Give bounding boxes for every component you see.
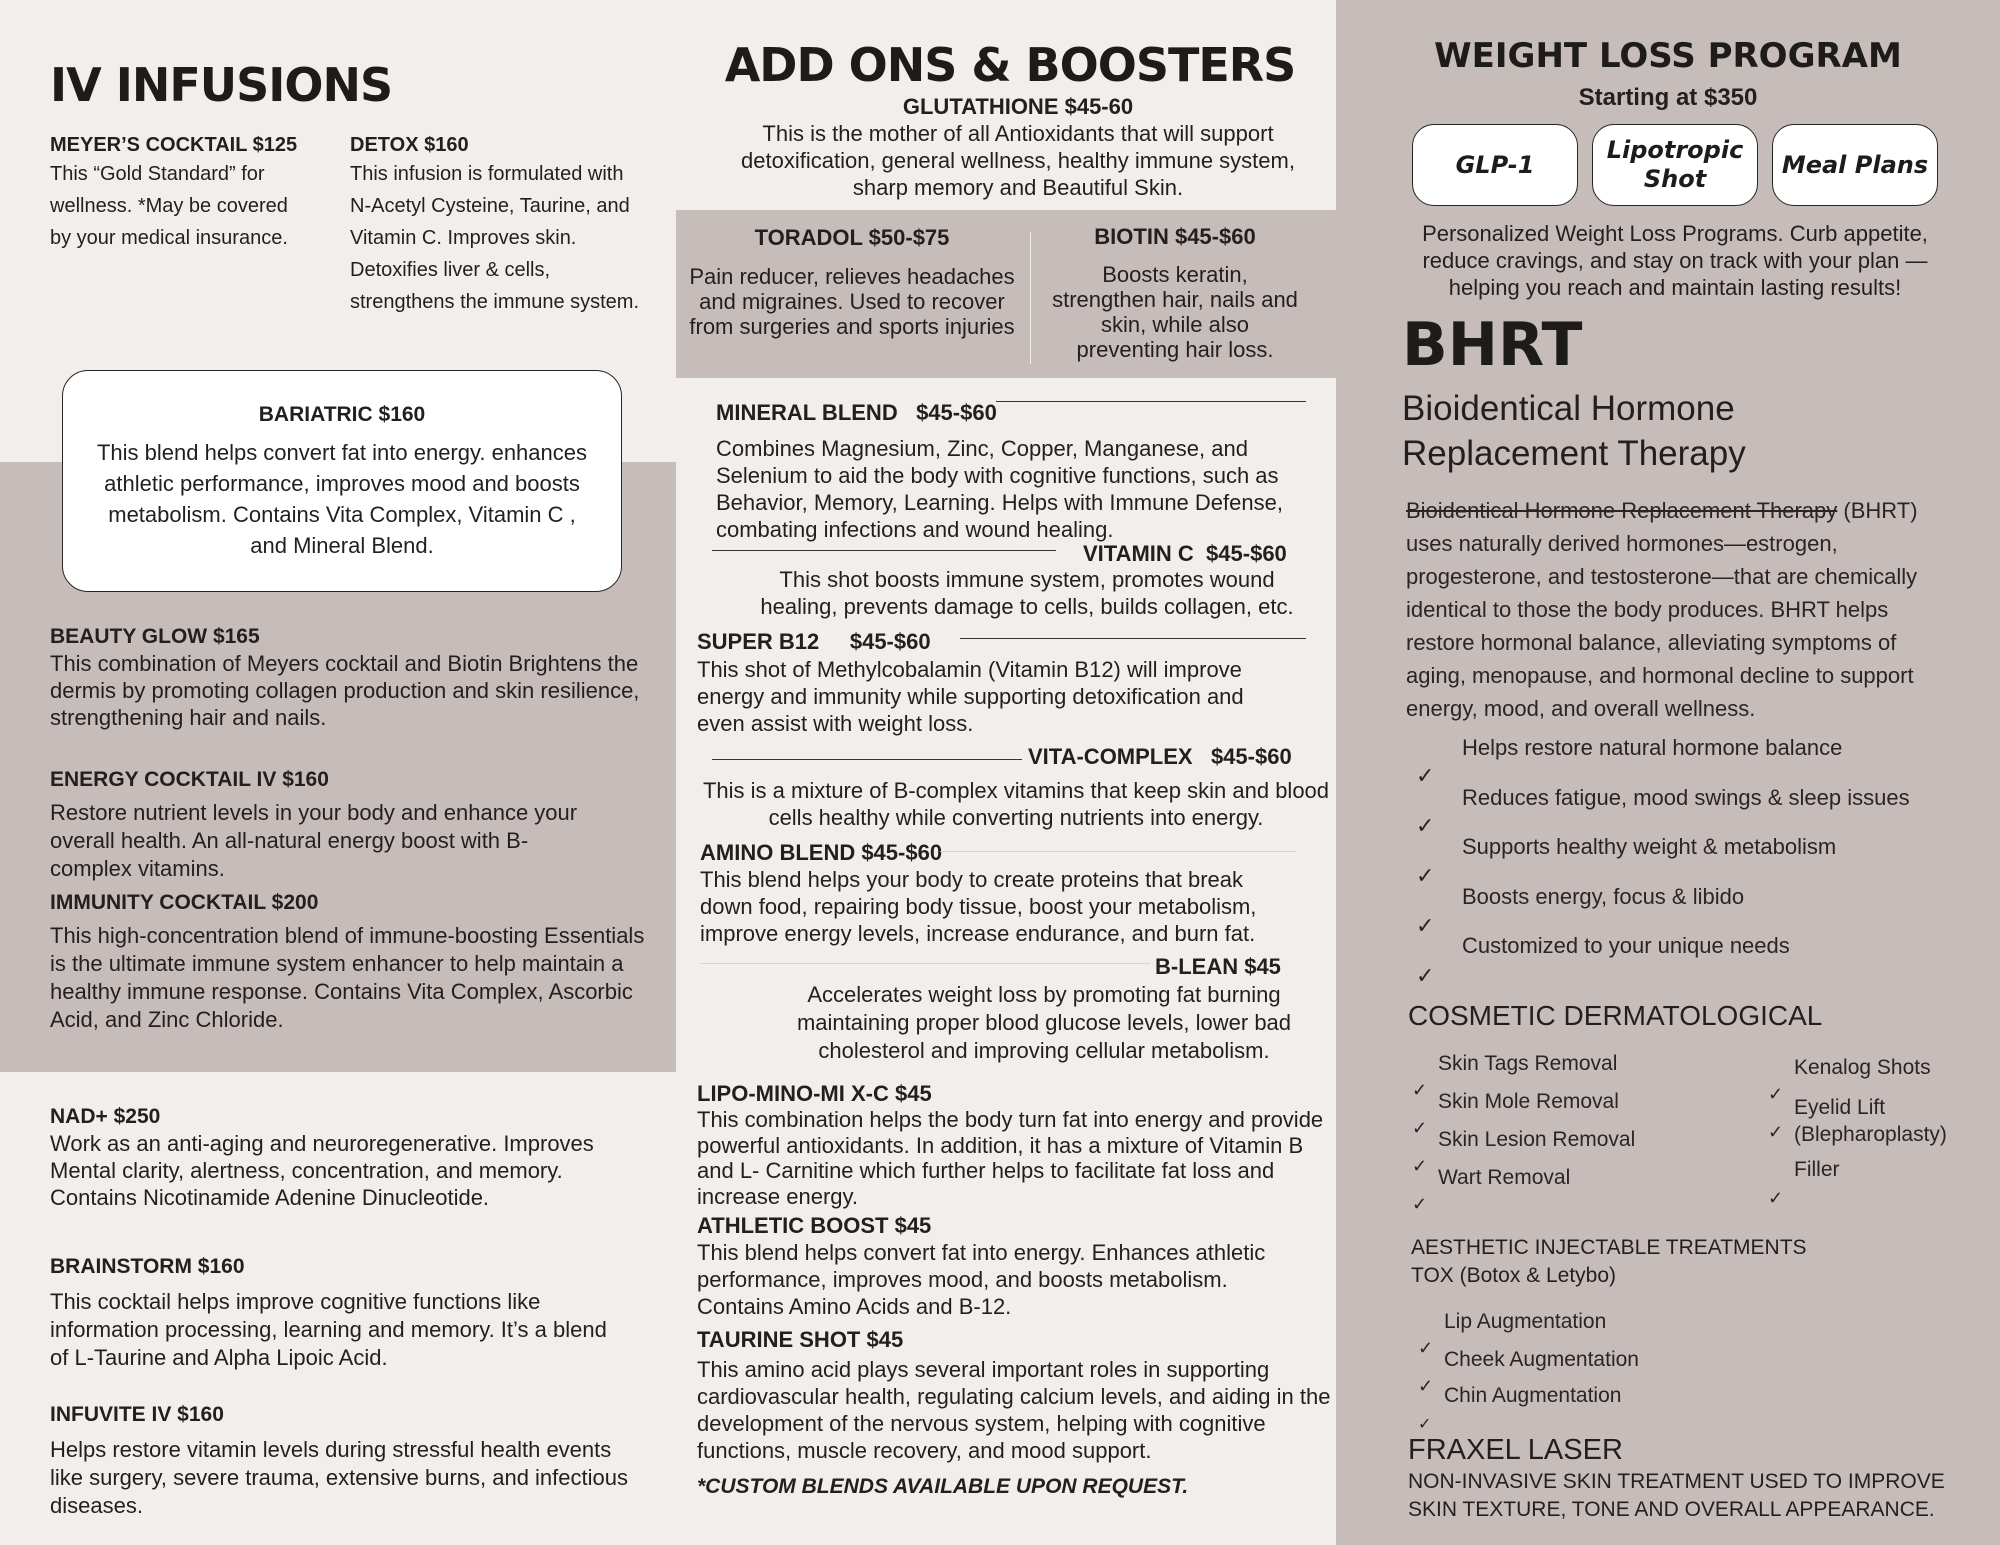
addons-title: ADD ONS & BOOSTERS [724,38,1296,92]
bariatric-card [62,370,622,592]
check-icon: ✓ [1416,763,1435,788]
vitacomplex-price: $45-$60 [1210,744,1292,769]
detox-body: This infusion is formulated with N-Acetyl Cysteine, Taurine, and Vitamin C. Improves skin. Detoxifies liver & cells, strengthens the immune system. [350,163,640,313]
weight-subtitle: Starting at $350 [1578,84,1758,111]
biotin-title: BIOTIN $45-$60 [1094,224,1256,249]
b12-price: $45-$60 [849,629,931,654]
beauty-title: BEAUTY GLOW $165 [50,625,260,648]
mineral-name: MINERAL BLEND [716,400,898,425]
aesthetic-item-3: Chin Augmentation [1444,1384,1622,1407]
bariatric-title: BARIATRIC $160 [258,403,426,426]
vitc-name: VITAMIN C [1083,541,1194,566]
bhrt-benefit-3: Supports healthy weight & metabolism [1462,834,1837,859]
cosmetic-right-1: Kenalog Shots [1794,1056,1931,1079]
mineral-rule [996,401,1306,402]
detox-title: DETOX $160 [350,134,469,156]
biotin-item [1050,224,1300,362]
fraxel-body: NON-INVASIVE SKIN TREATMENT USED TO IMPROVE SKIN TEXTURE, TONE AND OVERALL APPEARANCE. [1408,1470,1945,1521]
immunity-title: IMMUNITY COCKTAIL $200 [50,891,319,914]
brainstorm-item [50,1254,630,1372]
check-icon: ✓ [1412,1156,1428,1176]
brainstorm-title: BRAINSTORM $160 [50,1255,245,1278]
check-icon: ✓ [1418,1338,1434,1358]
custom-blends-note: *CUSTOM BLENDS AVAILABLE UPON REQUEST. [697,1475,1189,1498]
lipo-body: This combination helps the body turn fat into energy and provide powerful antioxidants. In addition, it has a mixture of Vitamin B and L- Carnitine which further helps to facilitate fat loss and increase energy. [697,1107,1324,1209]
vitacomplex-name: VITA-COMPLEX [1028,744,1193,769]
weight-body: Personalized Weight Loss Programs. Curb appetite, reduce cravings, and stay on track with your plan — helping you reach and maintain lasting results! [1422,221,1928,300]
amino-body: This blend helps your body to create proteins that break down food, repairing body tissue, boost your metabolism, improve energy levels, increase endurance, and burn fat. [700,867,1257,946]
pill-meal-plans: Meal Plans [1772,124,1938,206]
check-icon: ✓ [1416,963,1435,988]
aesthetic-item-2: Cheek Augmentation [1444,1348,1639,1371]
toradol-body: Pain reducer, relieves headaches and migraines. Used to recover from surgeries and sports injuries [689,264,1015,339]
aesthetic-item-1: Lip Augmentation [1444,1310,1607,1333]
nad-title: NAD+ $250 [50,1105,161,1128]
infuvite-title: INFUVITE IV $160 [50,1403,224,1426]
fraxel-title: FRAXEL LASER [1408,1434,1623,1466]
weight-title: WEIGHT LOSS PROGRAM [1434,36,1902,76]
meyers-title: MEYER’S COCKTAIL $125 [50,134,298,156]
brainstorm-body: This cocktail helps improve cognitive functions like information processing, learning and memory. It’s a blend of L-Taurine and Alpha Lipoic Acid. [50,1289,607,1370]
immunity-body: This high-concentration blend of immune-boosting Essentials is the ultimate immune system enhancer to help maintain a healthy immune response. Contains Vita Complex, Ascorbic Acid, and Zinc Chloride. [50,923,645,1032]
vitacomplex-title [1028,744,1292,770]
cosmetic-right-2: Eyelid Lift (Blepharoplasty) [1794,1096,1947,1146]
vitc-price: $45-$60 [1206,541,1287,566]
bhrt-subtitle: Bioidentical Hormone Replacement Therapy [1402,389,1746,473]
amino-title: AMINO BLEND $45-$60 [700,840,943,865]
vitc-title [1083,541,1287,567]
detox-item [350,132,640,318]
cosmetic-left-1: Skin Tags Removal [1438,1052,1618,1075]
b12-rule [960,638,1306,639]
lipo-title: LIPO-MINO-MI X-C $45 [697,1081,932,1106]
cosmetic-title: COSMETIC DERMATOLOGICAL [1408,1000,1823,1031]
check-icon: ✓ [1416,813,1435,838]
check-icon: ✓ [1416,913,1435,938]
mineral-title [716,400,997,426]
biotin-body: Boosts keratin, strengthen hair, nails and skin, while also preventing hair loss. [1052,262,1298,362]
toradol-title: TORADOL $50-$75 [754,225,950,250]
check-icon: ✓ [1768,1084,1784,1104]
mineral-body: Combines Magnesium, Zinc, Copper, Manganese, and Selenium to aid the body with cognitive functions, such as Behavior, Memory, Learning. Helps with Immune Defense, combating infections and wound healing. [716,436,1283,542]
nad-body: Work as an anti-aging and neuroregenerative. Improves Mental clarity, alertness, concentration, and memory. Contains Nicotinamide Adenine Dinucleotide. [50,1131,594,1210]
bhrt-benefit-1: Helps restore natural hormone balance [1462,735,1843,760]
check-icon: ✓ [1768,1122,1784,1142]
glutathione-body: This is the mother of all Antioxidants that will support detoxification, general wellness, healthy immune system, sharp memory and Beautiful Skin. [741,121,1295,200]
beauty-item [50,624,650,731]
cosmetic-left-2: Skin Mole Removal [1438,1090,1619,1113]
blean-body: Accelerates weight loss by promoting fat burning maintaining proper blood glucose levels, lower bad cholesterol and improving cellular metabolism. [796,982,1292,1063]
mineral-price: $45-$60 [916,400,997,425]
taurine-body: This amino acid plays several important roles in supporting cardiovascular health, regulating calcium levels, and aiding in the development of the nervous system, helping with cognitive functions, muscle recovery, and mood support. [697,1357,1331,1463]
bhrt-title: BHRT [1402,310,1583,380]
taurine-title: TAURINE SHOT $45 [697,1327,904,1352]
infuvite-body: Helps restore vitamin levels during stressful health events like surgery, severe trauma, extensive burns, and infectious diseases. [50,1437,628,1518]
meyers-body: This “Gold Standard” for wellness. *May be covered by your medical insurance. [50,163,288,249]
check-icon: ✓ [1768,1188,1784,1208]
amino-rule [940,851,1296,852]
cosmetic-left-3: Skin Lesion Removal [1438,1128,1636,1151]
check-icon: ✓ [1418,1376,1434,1396]
energy-body: Restore nutrient levels in your body and enhance your overall health. An all-natural energy boost with B-complex vitamins. [50,800,578,881]
toradol-item [684,224,1020,339]
bhrt-body [1406,494,1946,725]
blean-title: B-LEAN $45 [1155,954,1281,979]
aesthetic-subtitle: TOX (Botox & Letybo) [1411,1264,1617,1287]
energy-title: ENERGY COCKTAIL IV $160 [50,768,329,791]
b12-title [697,629,931,655]
glutathione-item [718,94,1318,201]
immunity-item [50,890,650,1034]
meyers-item [50,132,300,254]
beauty-body: This combination of Meyers cocktail and Biotin Brightens the dermis by promoting collagen production and skin resilience, strengthening hair and nails. [50,651,640,730]
vitc-rule [712,550,1056,551]
b12-body: This shot of Methylcobalamin (Vitamin B12) will improve energy and immunity while supporting detoxification and even assist with weight loss. [697,657,1244,736]
nad-item [50,1104,640,1211]
pill-lipotropic: Lipotropic Shot [1592,124,1758,206]
bhrt-benefit-4: Boosts energy, focus & libido [1462,884,1745,909]
infuvite-item [50,1402,640,1520]
glutathione-title: GLUTATHIONE $45-60 [902,94,1134,119]
vitc-body: This shot boosts immune system, promotes wound healing, prevents damage to cells, builds collagen, etc. [760,567,1294,619]
cosmetic-left-4: Wart Removal [1438,1166,1571,1189]
bhrt-benefit-2: Reduces fatigue, mood swings & sleep issues [1462,785,1910,810]
b12-name: SUPER B12 [697,629,820,654]
check-icon: ✓ [1412,1194,1428,1214]
check-icon: ✓ [1418,1416,1432,1433]
bhrt-strike: Bioidentical Hormone Replacement Therapy [1406,498,1838,523]
iv-title: IV INFUSIONS [50,58,393,112]
athletic-body: This blend helps convert fat into energy. Enhances athletic performance, improves mood, and boosts metabolism. Contains Amino Acids and B-12. [697,1240,1266,1319]
pill-glp1: GLP-1 [1412,124,1578,206]
vitacomplex-rule [712,759,1022,760]
check-icon: ✓ [1416,863,1435,888]
cosmetic-right-3: Filler [1794,1158,1840,1181]
middle-band-divider [1030,232,1031,364]
aesthetic-title: AESTHETIC INJECTABLE TREATMENTS [1411,1236,1807,1259]
blean-rule [700,963,1150,964]
check-icon: ✓ [1412,1118,1428,1138]
energy-item [50,767,610,883]
bhrt-benefit-5: Customized to your unique needs [1462,933,1790,958]
bhrt-body-text: (BHRT) uses naturally derived hormones—estrogen, progesterone, and testosterone—that are chemically identical to those the body produces. BHRT helps restore hormonal balance, alleviating symptoms of aging, menopause, and hormonal decline to support energy, mood, and overall wellness. [1406,498,1918,721]
vitacomplex-body: This is a mixture of B-complex vitamins that keep skin and blood cells healthy while converting nutrients into energy. [702,778,1330,830]
athletic-title: ATHLETIC BOOST $45 [697,1213,932,1238]
bariatric-body: This blend helps convert fat into energy. enhances athletic performance, improves mood and boosts metabolism. Contains Vita Complex, Vitamin C , and Mineral Blend. [96,440,587,558]
check-icon: ✓ [1412,1080,1428,1100]
